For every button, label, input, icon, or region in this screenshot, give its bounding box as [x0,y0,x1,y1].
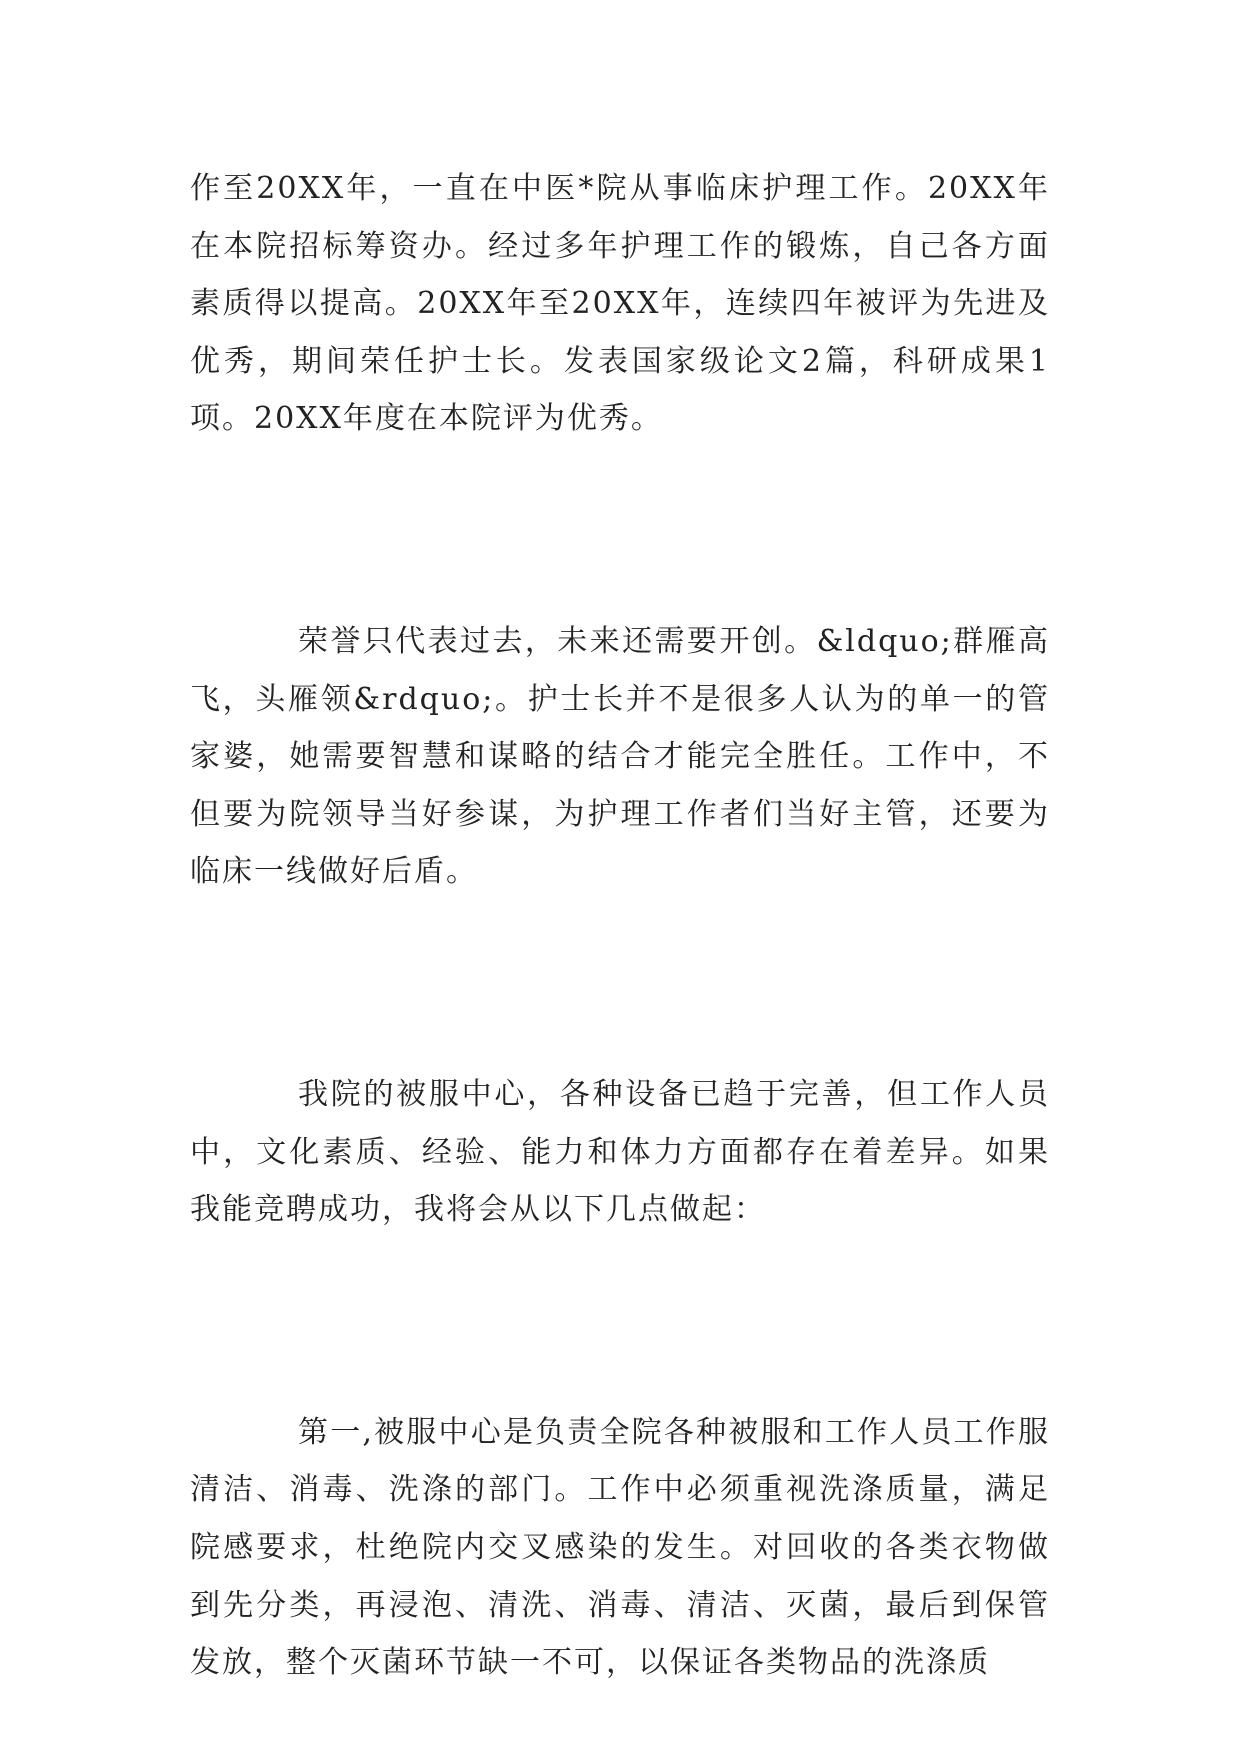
paragraph-career-summary: 作至20XX年，一直在中医*院从事临床护理工作。20XX年在本院招标筹资办。经过多年护理工作的锻炼，自己各方面素质得以提高。20XX年至20XX年，连续四年被评为先进及优秀，期间荣任护士长。发表国家级论文2篇，科研成果1项。20XX年度在本院评为优秀。 [190,171,1050,437]
document-body [190,160,1050,1692]
paragraph-honor-future: 荣誉只代表过去，未来还需要开创。&ldquo;群雁高飞，头雁领&rdquo;。护士长并不是很多人认为的单一的管家婆，她需要智慧和谋略的结合才能完全胜任。工作中，不但要为院领导当好参谋，为护理工作者们当好主管，还要为临床一线做好后盾。 [190,623,1050,890]
paragraph-first-point: 第一,被服中心是负责全院各种被服和工作人员工作服清洁、消毒、洗涤的部门。工作中必须重视洗涤质量，满足院感要求，杜绝院内交叉感染的发生。对回收的各类衣物做到先分类，再浸泡、清洗、消毒、清洁、灭菌，最后到保管发放，整个灭菌环节缺一不可，以保证各类物品的洗涤质 [190,1414,1050,1681]
paragraph-linen-center: 我院的被服中心，各种设备已趋于完善，但工作人员中，文化素质、经验、能力和体力方面都存在着差异。如果我能竞聘成功，我将会从以下几点做起： [190,1076,1050,1228]
